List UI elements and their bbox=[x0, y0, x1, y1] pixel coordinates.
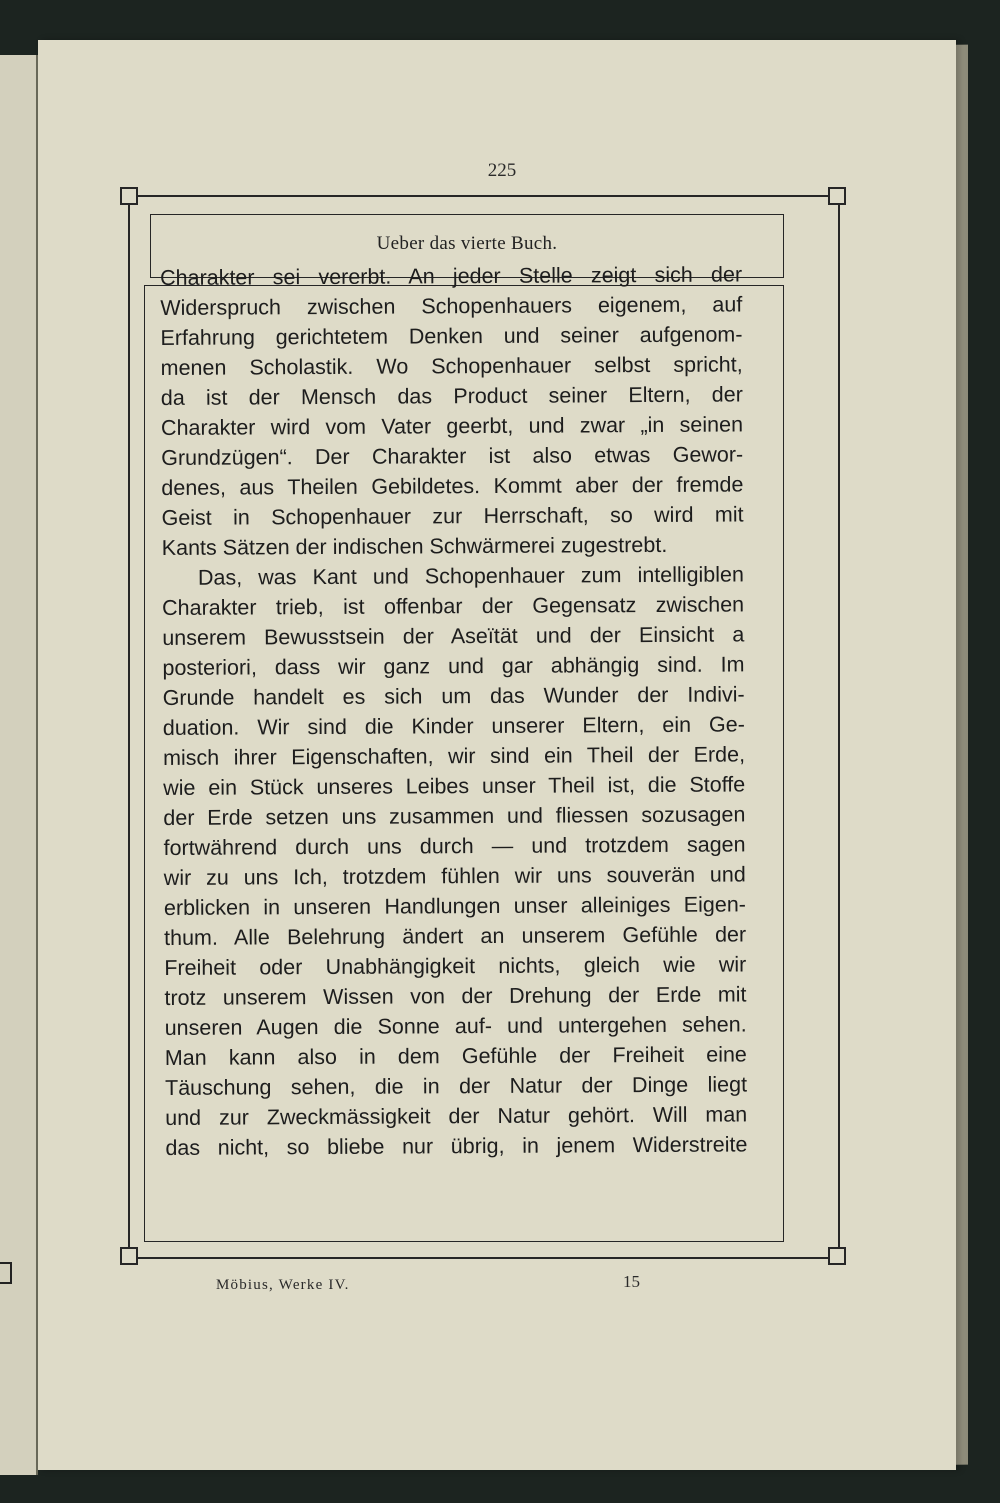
text-line: das nicht, so bliebe nur übrig, in jenem Widerstreite bbox=[165, 1132, 748, 1160]
text-line: misch ihrer Eigenschaften, wir sind ein Theil der Erde, bbox=[162, 742, 746, 770]
text-line: da ist der Mensch das Product seiner Eltern, der bbox=[160, 382, 743, 410]
text-line: duation. Wir sind die Kinder unserer Eltern, ein Ge- bbox=[162, 712, 745, 740]
body-text bbox=[160, 259, 747, 1163]
frame-corner-bottom-right bbox=[828, 1247, 846, 1265]
text-line: erblicken in unseren Handlungen unser alleiniges Eigen- bbox=[163, 892, 747, 920]
paragraph-1 bbox=[160, 259, 744, 563]
text-line: und zur Zweckmässigkeit der Natur gehört. Will man bbox=[165, 1102, 748, 1130]
text-line: Man kann also in dem Gefühle der Freiheit eine bbox=[164, 1042, 747, 1070]
text-line: Grunde handelt es sich um das Wunder der Indivi- bbox=[162, 682, 745, 710]
footer-sheet-number: 15 bbox=[623, 1272, 640, 1291]
text-line: Charakter sei vererbt. An jeder Stelle zeigt sich der bbox=[160, 262, 743, 290]
text-line: Grundzügen“. Der Charakter ist also etwas Gewor- bbox=[161, 442, 744, 470]
text-line: fortwährend durch uns durch — und trotzdem sagen bbox=[163, 832, 746, 860]
text-line: Freiheit oder Unabhängigkeit nichts, gleich wie wir bbox=[164, 952, 747, 980]
running-header: Ueber das vierte Buch. bbox=[376, 233, 558, 254]
text-line: wir zu uns Ich, trotzdem fühlen wir uns souverän und bbox=[163, 862, 746, 890]
text-line: der Erde setzen uns zusammen und fliessen sozusagen bbox=[163, 802, 746, 830]
text-line: Das, was Kant und Schopenhauer zum intelligiblen bbox=[197, 562, 744, 590]
text-line: menen Scholastik. Wo Schopenhauer selbst spricht, bbox=[160, 352, 743, 380]
frame-corner-bottom-left bbox=[120, 1247, 138, 1265]
text-line: wie ein Stück unseres Leibes unser Theil ist, die Stoffe bbox=[163, 772, 746, 800]
frame-corner-top-right bbox=[828, 187, 846, 205]
text-line: unserem Bewusstsein der Aseïtät und der Einsicht a bbox=[162, 622, 745, 650]
text-line: Charakter trieb, ist offenbar der Gegensatz zwischen bbox=[162, 592, 745, 620]
paragraph-2 bbox=[162, 559, 748, 1163]
text-line: trotz unserem Wissen von der Drehung der Erde mit bbox=[164, 982, 747, 1010]
text-line: Geist in Schopenhauer zur Herrschaft, so wird mit bbox=[161, 502, 744, 530]
text-line: Erfahrung gerichtetem Denken und seiner aufgenom- bbox=[160, 322, 743, 350]
text-line: denes, aus Theilen Gebildetes. Kommt aber der fremde bbox=[161, 472, 744, 500]
text-line: Widerspruch zwischen Schopenhauers eigenem, auf bbox=[160, 292, 743, 320]
frame-corner-top-left bbox=[120, 187, 138, 205]
text-line: Täuschung sehen, die in der Natur der Dinge liegt bbox=[164, 1072, 748, 1100]
text-line: posteriori, dass wir ganz und gar abhängig sind. Im bbox=[162, 652, 745, 680]
footer-signature: Möbius, Werke IV. bbox=[216, 1277, 350, 1293]
facing-page-frame-corner bbox=[0, 1262, 12, 1284]
text-line: Kants Sätzen der indischen Schwärmerei zugestrebt. bbox=[161, 532, 668, 560]
text-line: thum. Alle Belehrung ändert an unserem Gefühle der bbox=[164, 922, 747, 950]
page-number: 225 bbox=[487, 160, 517, 181]
text-line: Charakter wird vom Vater geerbt, und zwar „in seinen bbox=[160, 412, 744, 440]
text-line: unseren Augen die Sonne auf- und untergehen sehen. bbox=[164, 1012, 747, 1040]
